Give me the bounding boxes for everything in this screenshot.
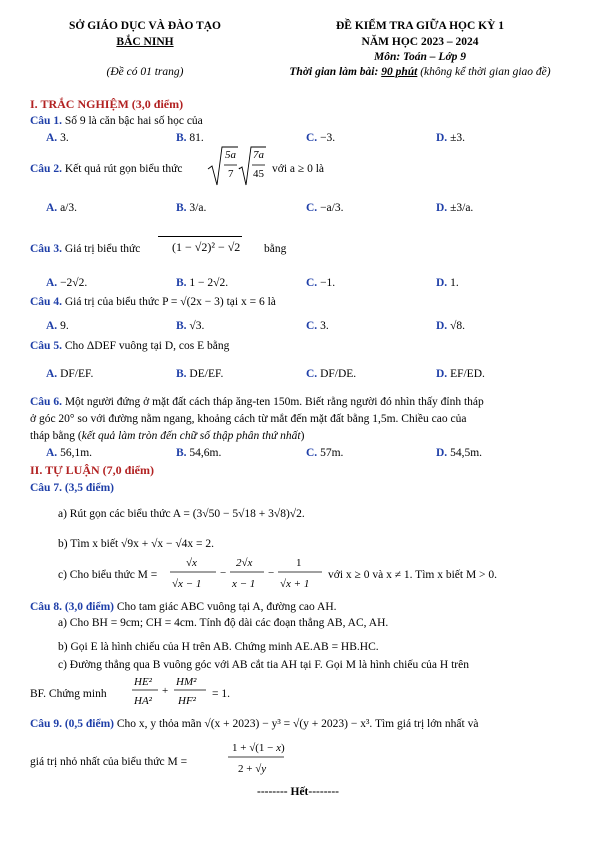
question-5: Câu 5. Cho ΔDEF vuông tại D, cos E bằng bbox=[30, 340, 230, 352]
svg-text:√x: √x bbox=[186, 557, 197, 569]
q1-option-b: B. 81. bbox=[176, 132, 204, 144]
q7-part-c-label: c) Cho biểu thức M = bbox=[58, 569, 158, 581]
q8-part-c-line-1: c) Đường thẳng qua B vuông góc với AB cắt tia AH tại F. Gọi M là hình chiếu của H trên bbox=[58, 659, 469, 671]
svg-text:HM²: HM² bbox=[176, 676, 197, 688]
q6-line-2: ở góc 20° so với đường nằm ngang, khoảng cách từ mắt đến mặt đất bằng 1,5m. Chiều cao của bbox=[30, 413, 467, 425]
q7-part-b: b) Tìm x biết √9x + √x − √4x = 2. bbox=[58, 538, 215, 550]
q2-option-b: B. 3/a. bbox=[176, 202, 207, 214]
q4-option-c: C. 3. bbox=[306, 320, 329, 332]
section-multiple-choice: I. TRẮC NGHIỆM (3,0 điểm) bbox=[30, 97, 184, 111]
q8-part-b: b) Gọi E là hình chiếu của H trên AB. Chứng minh AE.AB = HB.HC. bbox=[58, 641, 379, 653]
svg-text:√x − 1: √x − 1 bbox=[172, 578, 202, 590]
time-note: (không kể thời gian giao đề) bbox=[417, 66, 551, 78]
svg-text:+: + bbox=[162, 685, 169, 697]
svg-text:1: 1 bbox=[296, 557, 302, 569]
svg-text:.: . bbox=[238, 160, 241, 172]
q7-fraction-expression bbox=[166, 553, 324, 595]
subject-grade: Môn: Toán – Lớp 9 bbox=[373, 51, 466, 63]
svg-text:2√x: 2√x bbox=[236, 557, 253, 569]
q1-option-d: D. ±3. bbox=[436, 132, 465, 144]
school-year: NĂM HỌC 2023 – 2024 bbox=[361, 36, 479, 48]
question-3: Câu 3. Giá trị biểu thức bbox=[30, 243, 141, 255]
q2-tail: với a ≥ 0 là bbox=[272, 163, 324, 175]
time-label: Thời gian làm bài: bbox=[289, 66, 382, 78]
question-7: Câu 7. (3,5 điểm) bbox=[30, 482, 115, 494]
time-allowed bbox=[250, 66, 590, 79]
q6-line-3: tháp bằng (kết quả làm tròn đến chữ số thập phân thứ nhất) bbox=[30, 430, 305, 442]
q8-equals-one: = 1. bbox=[212, 688, 230, 700]
q2-option-d: D. ±3/a. bbox=[436, 202, 474, 214]
svg-text:−: − bbox=[268, 567, 275, 579]
q5-option-d: D. EF/ED. bbox=[436, 368, 485, 380]
q5-option-b: B. DE/EF. bbox=[176, 368, 224, 380]
question-8: Câu 8. (3,0 điểm) Cho tam giác ABC vuông tại A, đường cao AH. bbox=[30, 601, 337, 613]
q4-option-a: A. 9. bbox=[46, 320, 69, 332]
q6-option-d: D. 54,5m. bbox=[436, 447, 483, 459]
svg-text:1 + √(1 − x): 1 + √(1 − x) bbox=[232, 742, 285, 754]
question-6: Câu 6. Một người đứng ở mặt đất cách tháp ăng-ten 150m. Biết rằng người đó nhìn thấy đỉnh tháp bbox=[30, 396, 484, 408]
q2-expression bbox=[206, 145, 266, 189]
q5-option-c: C. DF/DE. bbox=[306, 368, 357, 380]
q7-part-c-condition: với x ≥ 0 và x ≠ 1. Tìm x biết M > 0. bbox=[328, 569, 498, 581]
svg-text:√x + 1: √x + 1 bbox=[280, 578, 310, 590]
question-2: Câu 2. Kết quả rút gọn biểu thức bbox=[30, 163, 183, 175]
q4-option-d: D. √8. bbox=[436, 320, 465, 332]
q2-option-a: A. a/3. bbox=[46, 202, 77, 214]
end-marker: -------- Hết-------- bbox=[256, 786, 340, 798]
page-count-note: (Đề có 01 trang) bbox=[106, 66, 184, 78]
svg-text:x − 1: x − 1 bbox=[232, 578, 256, 590]
q9-expression bbox=[226, 738, 286, 778]
q6-option-c: C. 57m. bbox=[306, 447, 344, 459]
svg-text:7a: 7a bbox=[253, 149, 264, 161]
svg-text:HE²: HE² bbox=[134, 676, 152, 688]
svg-text:2 + √y: 2 + √y bbox=[238, 763, 267, 775]
time-value: 90 phút bbox=[381, 66, 418, 78]
q9-line-2: giá trị nhỏ nhất của biểu thức M = bbox=[30, 756, 188, 768]
q2-option-c: C. −a/3. bbox=[306, 202, 344, 214]
section-essay: II. TỰ LUẬN (7,0 điểm) bbox=[30, 463, 155, 477]
q5-option-a: A. DF/EF. bbox=[46, 368, 94, 380]
svg-text:HF²: HF² bbox=[178, 695, 196, 707]
q8-ratio-expression bbox=[130, 673, 212, 711]
q6-option-a: A. 56,1m. bbox=[46, 447, 93, 459]
svg-text:HA²: HA² bbox=[134, 695, 152, 707]
q1-option-c: C. −3. bbox=[306, 132, 336, 144]
department-name: SỞ GIÁO DỤC VÀ ĐÀO TẠO bbox=[69, 20, 221, 32]
q6-option-b: B. 54,6m. bbox=[176, 447, 222, 459]
q3-option-a: A. −2√2. bbox=[46, 277, 88, 289]
q3-expression: (1 − √2)² − √2 bbox=[158, 236, 242, 257]
exam-title: ĐỀ KIỂM TRA GIỮA HỌC KỲ 1 bbox=[335, 20, 505, 32]
q3-tail: bằng bbox=[264, 243, 287, 255]
svg-text:5a: 5a bbox=[225, 149, 236, 161]
question-1: Câu 1. Số 9 là căn bậc hai số học của bbox=[30, 115, 203, 127]
q3-option-c: C. −1. bbox=[306, 277, 336, 289]
svg-text:−: − bbox=[220, 567, 227, 579]
province-name: BẮC NINH bbox=[116, 36, 174, 48]
q4-option-b: B. √3. bbox=[176, 320, 205, 332]
svg-text:45: 45 bbox=[253, 168, 264, 180]
q3-option-b: B. 1 − 2√2. bbox=[176, 277, 229, 289]
q3-option-d: D. 1. bbox=[436, 277, 459, 289]
q1-option-a: A. 3. bbox=[46, 132, 69, 144]
q7-part-a: a) Rút gọn các biểu thức A = (3√50 − 5√18 + 3√8)√2. bbox=[58, 508, 305, 520]
q8-part-c-line-2: BF. Chứng minh bbox=[30, 688, 107, 700]
q8-part-a: a) Cho BH = 9cm; CH = 4cm. Tính độ dài các đoạn thẳng AB, AC, AH. bbox=[58, 617, 389, 629]
svg-text:7: 7 bbox=[228, 168, 234, 180]
question-9: Câu 9. (0,5 điểm) Cho x, y thỏa mãn √(x + 2023) − y³ = √(y + 2023) − x³. Tìm giá trị lớn nhất và bbox=[30, 718, 479, 730]
question-4: Câu 4. Giá trị của biểu thức P = √(2x − 3) tại x = 6 là bbox=[30, 296, 276, 308]
